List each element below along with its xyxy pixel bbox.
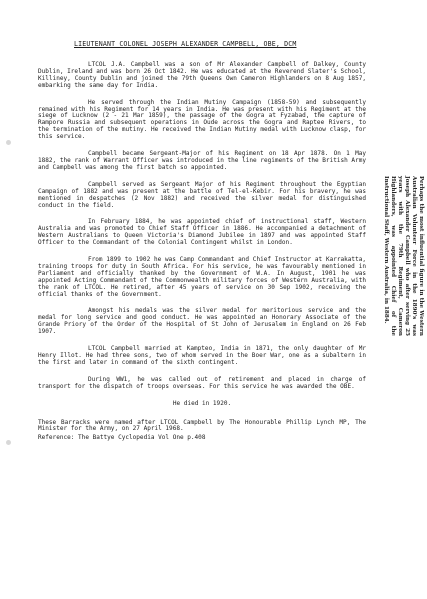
reference-line: Reference: The Battye Cyclopedia Vol One p.408 <box>38 434 206 442</box>
paragraph-ww1: During WW1, he was called out of retirement and placed in charge of transport for the dispatch of troops overseas. For this service he was awarded the OBE. <box>38 375 366 390</box>
paragraph-karrakatta: From 1899 to 1902 he was Camp Commandant and Chief Instructor at Karrakatta, training troops for duty in South Africa. For his service, he was favourably mentioned in Parliament and officially thanked by the Government of W.A. In August, 1901 he was appointed Acting Commandant of the Commonwealth military forces of Western Australia, with the rank of LTCOL. He retired, after 45 years of service on 30 Sep 1902, receiving the official thanks of the Government. <box>38 256 366 298</box>
punch-hole <box>6 140 11 145</box>
side-note-text: Perhaps the most influential figure in the Western Australian Volunteer Force in the 1890's was Joseph Alexander Campbell who after serving 25 years with the 79th Regiment, Cameron Highlanders, was appointed Chief of the Instructional Staff, Western Australia, in 1884. <box>383 176 424 336</box>
side-note-box <box>372 176 424 336</box>
document-body <box>38 62 366 452</box>
paragraph-death: He died in 1920. <box>172 399 232 407</box>
paragraph-western-australia: In February 1884, he was appointed chief of instructional staff, Western Australia and was promoted to Chief Staff Officer in 1886. He accompanied a detachment of Western Australians to Queen Victoria's Diamond Jubilee in 1897 and was appointed Staff Officer to the Commandant of the Colonial Contingent whilst in London. <box>38 218 366 247</box>
paragraph-medals: Amongst his medals was the silver medal for meritorious service and the medal for long service and good conduct. He was appointed an Honorary Associate of the Grande Priory of the Order of the Hospital of St John of Jerusalem in England on 26 Feb 1907. <box>38 307 366 336</box>
document-title: LIEUTENANT COLONEL JOSEPH ALEXANDER CAMPBELL, OBE, DCM <box>74 40 297 48</box>
paragraph-marriage: LTCOL Campbell married at Kampteo, India in 1871, the only daughter of Mr Henry Illot. He had three sons, two of whom served in the Boer War, one as a subaltern in the first and later in command of the sixth contingent. <box>38 345 366 366</box>
paragraph-sergeant-major: Campbell became Sergeant-Major of his Regiment on 18 Apr 1878. On 1 May 1882, the rank of Warrant Officer was introduced in the line regiments of the British Army and Campbell was among the first batch so appointed. <box>38 150 366 171</box>
paragraph-barracks-naming: These Barracks were named after LTCOL Campbell by The Honourable Phillip Lynch MP, The Minister for the Army, on 27 April 1968. <box>38 418 366 433</box>
punch-hole <box>6 440 11 445</box>
paragraph-early-life: LTCOL J.A. Campbell was a son of Mr Alexander Campbell of Dalkey, County Dublin, Ireland and was born 26 Oct 1842. He was educated at the Reverend Slater's School, Killiney, County Dublin and joined the 79th Queens Own Cameron Highlanders on 8 Aug 1857, embarking the same day for India. <box>38 61 366 89</box>
paragraph-indian-mutiny: He served through the Indian Mutiny Campaign (1858-59) and subsequently remained with his Regiment for 14 years in India. He was present with his Regiment at the siege of Lucknow (2 - 21 Mar 1859), the passage of the Gogra at Fyzabad, the capture of Rampore Russia and subsequent operations in Oude across the Gogra and Raptee Rivers, to the termination of the mutiny. He received the Indian Mutiny medal with Lucknow clasp, for this service. <box>38 98 366 141</box>
paragraph-egyptian-campaign: Campbell served as Sergeant Major of his Regiment throughout the Egyptian Campaign of 1882 and was present at the battle of Tel-el-Kebir. For his bravery, he was mentioned in despatches (2 Nov 1882) and received the silver medal for distinguished conduct in the field. <box>38 180 366 209</box>
